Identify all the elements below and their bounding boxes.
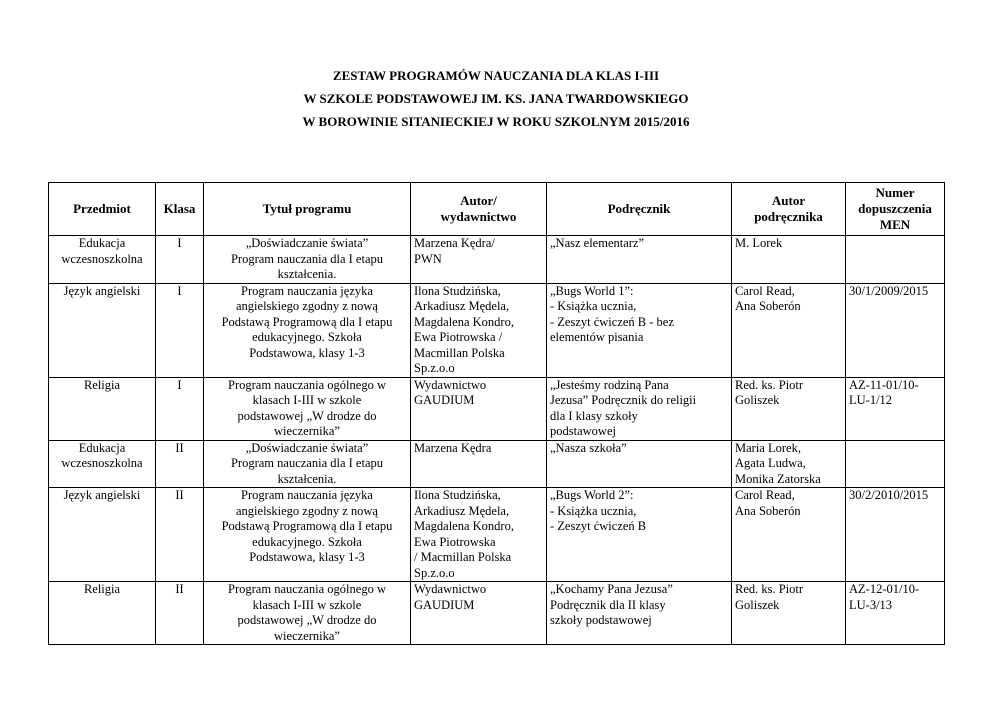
cell-text: Edukacja xyxy=(78,440,126,455)
cell-przedmiot xyxy=(49,283,156,377)
cell-text: 30/2/2010/2015 xyxy=(849,488,929,502)
cell-text: elementów pisania xyxy=(550,330,644,344)
cell-text: Wydawnictwo xyxy=(414,377,487,392)
cell-klasa xyxy=(156,440,204,488)
cell-text: szkoły podstawowej xyxy=(550,613,652,627)
curriculum-table xyxy=(48,182,945,645)
cell-text: wczesnoszkolna xyxy=(61,251,143,266)
cell-text: angielskiego zgodny z nową xyxy=(236,503,378,518)
cell-text: Sp.z.o.o xyxy=(414,565,455,580)
cell-text: Podstawą Programową dla I etapu xyxy=(221,314,393,329)
cell-text: „Nasz elementarz” xyxy=(550,236,645,250)
cell-text: Podstawowa, klasy 1-3 xyxy=(249,345,365,360)
cell-text: Język angielski xyxy=(63,488,141,502)
cell-text: Program nauczania języka xyxy=(241,488,373,502)
cell-text: Goliszek xyxy=(735,597,780,612)
cell-podrecznik xyxy=(547,440,732,488)
cell-text: Wydawnictwo xyxy=(414,582,487,596)
cell-tytul xyxy=(204,488,411,582)
header-numer: Numer dopuszczenia MEN xyxy=(846,183,945,236)
header-klasa: Klasa xyxy=(156,183,204,236)
cell-text: klasach I-III w szkole xyxy=(252,393,362,407)
cell-text: Marzena Kędra xyxy=(414,440,492,455)
cell-text: Ana Soberón xyxy=(735,299,801,313)
table-row xyxy=(49,582,945,645)
header-autor: Autor/ wydawnictwo xyxy=(411,183,547,236)
cell-text: „Doświadczanie świata” xyxy=(245,440,369,455)
table-header-row xyxy=(49,183,945,236)
cell-text: II xyxy=(175,440,184,455)
cell-tytul xyxy=(204,236,411,284)
cell-numer xyxy=(846,377,945,440)
cell-text: „Kochamy Pana Jezusa” xyxy=(550,582,673,596)
cell-text: Program nauczania ogólnego w xyxy=(228,582,386,596)
cell-text: - Książka ucznia, xyxy=(550,299,637,313)
header-podrecznik: Podręcznik xyxy=(547,183,732,236)
cell-text: Religia xyxy=(83,582,121,596)
cell-text: Podstawą Programową dla I etapu xyxy=(221,519,393,533)
cell-text: Ilona Studzińska, xyxy=(414,488,501,502)
cell-autor xyxy=(411,488,547,582)
cell-autor-podrecznika xyxy=(732,236,846,284)
cell-numer xyxy=(846,236,945,284)
cell-text: Marzena Kędra/ xyxy=(414,236,495,250)
header-przedmiot: Przedmiot xyxy=(49,183,156,236)
cell-text: II xyxy=(175,582,184,596)
cell-text: Arkadiusz Mędela, xyxy=(414,503,510,518)
cell-text: angielskiego zgodny z nową xyxy=(236,299,378,313)
cell-text: - Książka ucznia, xyxy=(550,503,637,518)
cell-przedmiot xyxy=(49,236,156,284)
cell-text: klasach I-III w szkole xyxy=(252,597,362,612)
cell-autor xyxy=(411,283,547,377)
cell-przedmiot xyxy=(49,488,156,582)
cell-text: Podstawowa, klasy 1-3 xyxy=(249,550,365,564)
cell-text: PWN xyxy=(414,251,442,266)
header-tytul: Tytuł programu xyxy=(204,183,411,236)
cell-numer xyxy=(846,283,945,377)
cell-text: „Bugs World 2”: xyxy=(550,488,634,502)
cell-text: wieczernika” xyxy=(274,628,340,643)
cell-text: „Doświadczanie świata” xyxy=(245,236,369,250)
cell-text: Carol Read, xyxy=(735,488,795,502)
cell-podrecznik xyxy=(547,488,732,582)
cell-autor xyxy=(411,236,547,284)
cell-text: / Macmillan Polska xyxy=(414,550,512,564)
cell-text: wieczernika” xyxy=(274,424,340,438)
cell-text: II xyxy=(175,488,184,502)
cell-text: Arkadiusz Mędela, xyxy=(414,299,510,313)
header-autor-podrecznika: Autor podręcznika xyxy=(732,183,846,236)
title-line-3: W BOROWINIE SITANIECKIEJ W ROKU SZKOLNYM 2015/2016 xyxy=(302,114,690,129)
cell-text: „Bugs World 1”: xyxy=(550,283,634,298)
cell-przedmiot xyxy=(49,440,156,488)
cell-text: Magdalena Kondro, xyxy=(414,519,514,533)
cell-text: AZ-12-01/10- xyxy=(849,582,920,596)
cell-text: - Zeszyt ćwiczeń B - bez xyxy=(550,314,674,329)
table-row xyxy=(49,377,945,440)
cell-text: edukacyjnego. Szkoła xyxy=(252,330,362,344)
cell-text: - Zeszyt ćwiczeń B xyxy=(550,519,647,533)
cell-text: Monika Zatorska xyxy=(735,471,821,486)
cell-podrecznik xyxy=(547,283,732,377)
cell-tytul xyxy=(204,582,411,645)
cell-tytul xyxy=(204,440,411,488)
cell-text: Podręcznik dla II klasy xyxy=(550,597,666,612)
cell-text: kształcenia. xyxy=(277,471,337,486)
cell-autor-podrecznika xyxy=(732,440,846,488)
cell-text: Macmillan Polska xyxy=(414,345,505,360)
cell-podrecznik xyxy=(547,377,732,440)
cell-text: Magdalena Kondro, xyxy=(414,314,514,329)
cell-text: Goliszek xyxy=(735,393,780,407)
table-row xyxy=(49,236,945,284)
title-line-1: ZESTAW PROGRAMÓW NAUCZANIA DLA KLAS I-III xyxy=(332,68,660,83)
cell-podrecznik xyxy=(547,236,732,284)
cell-text: Sp.z.o.o xyxy=(414,361,455,375)
cell-przedmiot xyxy=(49,377,156,440)
cell-klasa xyxy=(156,377,204,440)
document-title xyxy=(0,64,992,133)
cell-text: Red. ks. Piotr xyxy=(735,377,804,392)
cell-text: edukacyjnego. Szkoła xyxy=(252,534,362,549)
cell-autor-podrecznika xyxy=(732,582,846,645)
cell-text: Ana Soberón xyxy=(735,503,801,518)
cell-numer xyxy=(846,582,945,645)
cell-text: Ilona Studzińska, xyxy=(414,283,501,298)
cell-text: I xyxy=(177,236,182,250)
cell-klasa xyxy=(156,582,204,645)
cell-text: Program nauczania języka xyxy=(241,283,373,298)
cell-text: 30/1/2009/2015 xyxy=(849,283,929,298)
cell-text: Program nauczania ogólnego w xyxy=(228,377,386,392)
cell-text: „Nasza szkoła” xyxy=(550,440,627,455)
cell-text: Jezusa” Podręcznik do religii xyxy=(550,393,697,407)
cell-text: podstawowej „W drodze do xyxy=(237,408,377,423)
cell-text: kształcenia. xyxy=(277,267,337,281)
cell-text: wczesnoszkolna xyxy=(61,456,143,470)
table-row xyxy=(49,283,945,377)
cell-przedmiot xyxy=(49,582,156,645)
cell-text: GAUDIUM xyxy=(414,597,475,612)
cell-text: Religia xyxy=(83,377,121,392)
cell-autor-podrecznika xyxy=(732,283,846,377)
cell-klasa xyxy=(156,488,204,582)
cell-text: Program nauczania dla I etapu xyxy=(230,456,383,470)
cell-text: Maria Lorek, xyxy=(735,440,801,455)
cell-text: Carol Read, xyxy=(735,283,795,298)
cell-text: Edukacja xyxy=(78,236,126,250)
cell-text: LU-3/13 xyxy=(849,597,893,612)
cell-text: podstawowej „W drodze do xyxy=(237,613,377,627)
cell-text: Red. ks. Piotr xyxy=(735,582,804,596)
cell-text: I xyxy=(177,283,182,298)
cell-text: Język angielski xyxy=(63,283,141,298)
cell-tytul xyxy=(204,283,411,377)
cell-text: podstawowej xyxy=(550,424,616,438)
table-row xyxy=(49,440,945,488)
title-line-2: W SZKOLE PODSTAWOWEJ IM. KS. JANA TWARDOWSKIEGO xyxy=(303,91,689,106)
table-row xyxy=(49,488,945,582)
cell-numer xyxy=(846,488,945,582)
cell-text: Program nauczania dla I etapu xyxy=(230,251,383,266)
cell-autor-podrecznika xyxy=(732,377,846,440)
cell-text: „Jesteśmy rodziną Pana xyxy=(550,377,669,392)
cell-podrecznik xyxy=(547,582,732,645)
cell-text: LU-1/12 xyxy=(849,393,893,407)
cell-numer xyxy=(846,440,945,488)
cell-text: dla I klasy szkoły xyxy=(550,408,638,423)
cell-autor-podrecznika xyxy=(732,488,846,582)
cell-text: I xyxy=(177,377,182,392)
cell-tytul xyxy=(204,377,411,440)
cell-text: M. Lorek xyxy=(735,236,783,250)
cell-text: Agata Ludwa, xyxy=(735,456,806,470)
cell-text: Ewa Piotrowska xyxy=(414,534,496,549)
cell-text: AZ-11-01/10- xyxy=(849,377,919,392)
cell-text: Ewa Piotrowska / xyxy=(414,330,503,344)
cell-autor xyxy=(411,582,547,645)
cell-text: GAUDIUM xyxy=(414,393,475,407)
cell-autor xyxy=(411,377,547,440)
cell-klasa xyxy=(156,283,204,377)
cell-autor xyxy=(411,440,547,488)
cell-klasa xyxy=(156,236,204,284)
